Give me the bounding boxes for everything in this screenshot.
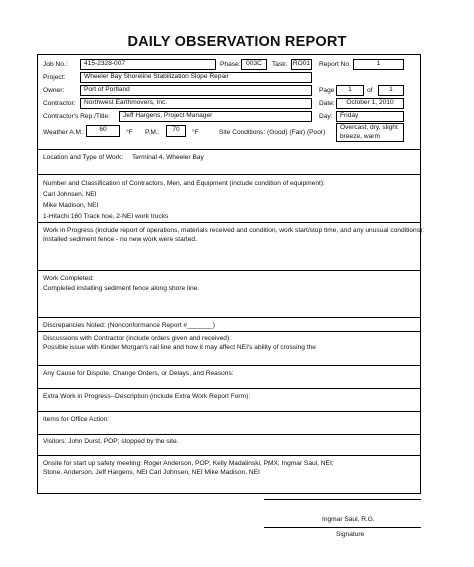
work-completed-value: Completed installing sediment fence along shore line. xyxy=(43,285,200,292)
divider xyxy=(38,365,420,366)
page-current-field[interactable]: 1 xyxy=(336,85,364,96)
divider xyxy=(38,270,420,271)
signature-rule xyxy=(264,499,421,500)
signature-line[interactable] xyxy=(264,527,421,528)
signer-name: Ingmar Saul, R.G. xyxy=(322,516,375,523)
observation-form xyxy=(37,54,425,494)
page-of-label: of xyxy=(367,87,373,94)
project-label: Project: xyxy=(43,74,66,81)
contractor-label: Contractor: xyxy=(43,100,76,107)
day-label: Day: xyxy=(319,113,333,120)
extra-work-label: Extra Work in Progress--Description (include Extra Work Report Form): xyxy=(43,393,251,400)
page-label: Page xyxy=(319,87,335,94)
report-no-label: Report No. xyxy=(319,61,351,68)
sky-conditions-field[interactable]: Overcast, dry, slight breeze, warm xyxy=(336,123,404,142)
weather-am-field[interactable]: 60 xyxy=(86,125,120,137)
report-title: DAILY OBSERVATION REPORT xyxy=(127,34,347,50)
divider xyxy=(38,434,420,435)
contractors-label: Number and Classification of Contractors, Men, and Equipment (include condition of equipment): xyxy=(43,180,325,187)
divider xyxy=(38,411,420,412)
degree-f-unit: °F xyxy=(192,129,199,136)
divider xyxy=(38,455,420,456)
contractor-line: Carl Johnsen, NEI xyxy=(43,191,97,198)
discrepancies-label: Discrepancies Noted: (Nonconformance Report #_______) xyxy=(43,322,215,329)
work-progress-label: Work in Progress (include report of operations, materials received and condition, work start/stop time, and any unusual conditions): xyxy=(43,227,425,234)
signature-label: Signature xyxy=(336,531,365,538)
page-total-field[interactable]: 1 xyxy=(378,85,404,96)
location-label: Location and Type of Work: xyxy=(43,154,124,161)
date-field[interactable]: October 1, 2010 xyxy=(336,98,404,109)
work-completed-label: Work Completed: xyxy=(43,275,94,282)
owner-label: Owner: xyxy=(43,87,65,94)
degree-f-unit: °F xyxy=(126,129,133,136)
onsite-line: Stone, Anderson, Jeff Hargens, NEI Carl Johnsen, NEI Mike Madison, NEI xyxy=(43,469,260,476)
job-no-label: Job No.: xyxy=(43,61,68,68)
contractor-rep-field[interactable]: Jeff Hargens, Project Manager xyxy=(119,111,312,122)
weather-am-label: Weather A.M.: xyxy=(43,129,85,136)
phase-label: Phase: xyxy=(220,61,241,68)
office-action-label: Items for Office Action: xyxy=(43,416,110,423)
project-field[interactable]: Wheeler Bay Shoreline Stabilization Slope Repair xyxy=(80,72,312,83)
onsite-line: Onsite for start up safety meeting: Roger Anderson, POP; Kelly Madalinski, PMX; Ingmar Saul, NEI; xyxy=(43,460,334,467)
task-label: Task: xyxy=(272,61,288,68)
divider xyxy=(38,388,420,389)
owner-field[interactable]: Port of Portland xyxy=(80,85,312,96)
dispute-label: Any Cause for Dispute, Change Orders, or Delays, and Reasons: xyxy=(43,370,234,377)
weather-pm-label: P.M.: xyxy=(145,129,160,136)
contractor-rep-label: Contractor's Rep./Title: xyxy=(43,113,110,120)
divider xyxy=(38,331,420,332)
divider xyxy=(38,317,420,318)
task-field[interactable]: RO01 xyxy=(291,59,312,70)
job-no-field[interactable]: 415-2328-007 xyxy=(80,59,216,70)
day-field[interactable]: Friday xyxy=(336,111,404,122)
report-no-field[interactable]: 1 xyxy=(353,59,404,70)
weather-pm-field[interactable]: 70 xyxy=(166,125,186,137)
contractor-line: 1-Hitachi 160 Track hoe, 2-NEI work trucks xyxy=(43,213,169,220)
divider xyxy=(38,222,420,223)
phase-field[interactable]: 003C xyxy=(241,59,267,70)
location-value: Terminal 4, Wheeler Bay xyxy=(132,154,204,161)
contractor-field[interactable]: Northwest Earthmovers, Inc. xyxy=(80,98,312,109)
date-label: Date: xyxy=(319,100,335,107)
divider xyxy=(38,149,420,150)
divider xyxy=(38,174,420,175)
contractor-line: Mike Madison, NEI xyxy=(43,202,99,209)
visitors-value: Visitors: John Durst, POP; stopped by the site. xyxy=(43,438,179,445)
site-conditions-label: Site Conditions: (Good) (Fair) (Poor) xyxy=(219,129,326,136)
work-progress-value: Installed sediment fence - no new work were started. xyxy=(43,236,197,243)
discussions-label: Discussions with Contractor (include orders given and received): xyxy=(43,335,232,342)
discussions-value: Possible issue with Kinder Morgan's rail line and how it may affect NEI's ability of crossing the xyxy=(43,344,316,351)
